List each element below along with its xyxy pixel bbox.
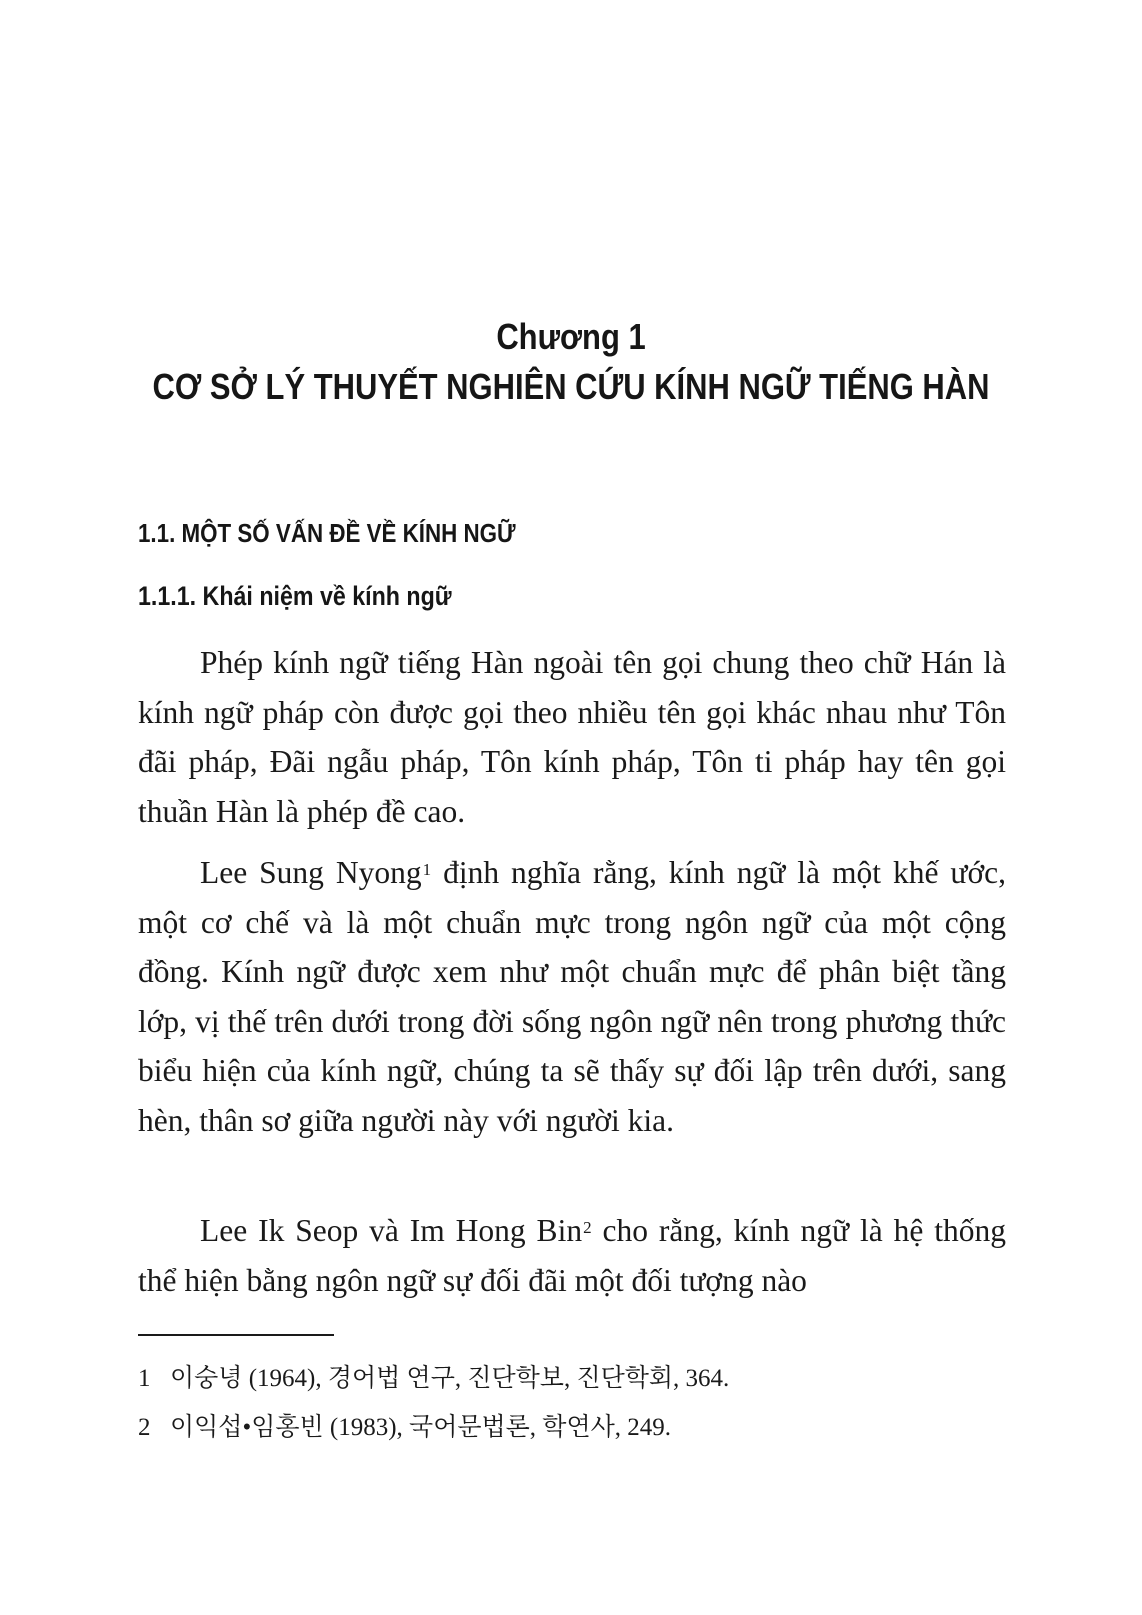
paragraph-1 [138,638,1006,836]
footnote-text: 이숭녕 (1964), 경어법 연구, 진단학보, 진단학회, 364. [170,1365,730,1392]
chapter-title: CƠ SỞ LÝ THUYẾT NGHIÊN CỨU KÍNH NGỮ TIẾNG HÀN [152,366,990,407]
footnote-ref-1[interactable]: 1 [422,860,432,879]
footnote-number: 1 [138,1365,151,1392]
chapter-number: Chương 1 [496,316,646,357]
footnote-divider [138,1334,334,1336]
paragraph-3 [138,1206,1006,1305]
footnote-1 [138,1358,729,1394]
section-heading-1-1-1: 1.1.1. Khái niệm về kính ngữ [138,581,452,611]
paragraph-3-text-start: Lee Ik Seop và Im Hong Bin [200,1213,583,1248]
paragraph-1-text: Phép kính ngữ tiếng Hàn ngoài tên gọi chung theo chữ Hán là kính ngữ pháp còn được gọi theo nhiều tên gọi khác nhau như Tôn đãi pháp, Đãi ngẫu pháp, Tôn kính pháp, Tôn ti pháp hay tên gọi thuần Hàn là phép đề cao. [138,645,1006,829]
paragraph-2 [138,848,1006,1146]
footnote-2 [138,1407,671,1443]
paragraph-3-text-end: cho rằng, kính ngữ là hệ thống thể hiện bằng ngôn ngữ sự đối đãi một đối tượng nào [138,1213,1006,1298]
footnote-ref-2[interactable]: 2 [583,1218,592,1237]
paragraph-2-text-start: Lee Sung Nyong [200,855,422,890]
paragraph-2-text-end: định nghĩa rằng, kính ngữ là một khế ước, một cơ chế và là một chuẩn mực trong ngôn ngữ của một cộng đồng. Kính ngữ được xem như một chuẩn mực để phân biệt tầng lớp, vị thế trên dưới trong đời sống ngôn ngữ nên trong phương thức biểu hiện của kính ngữ, chúng ta sẽ thấy sự đối lập trên dưới, sang hèn, thân sơ giữa người này với người kia. [138,855,1006,1138]
section-heading-1-1: 1.1. MỘT SỐ VẤN ĐỀ VỀ KÍNH NGỮ [138,518,516,548]
footnote-number: 2 [138,1414,151,1441]
footnote-text: 이익섭•임홍빈 (1983), 국어문법론, 학연사, 249. [170,1414,672,1441]
